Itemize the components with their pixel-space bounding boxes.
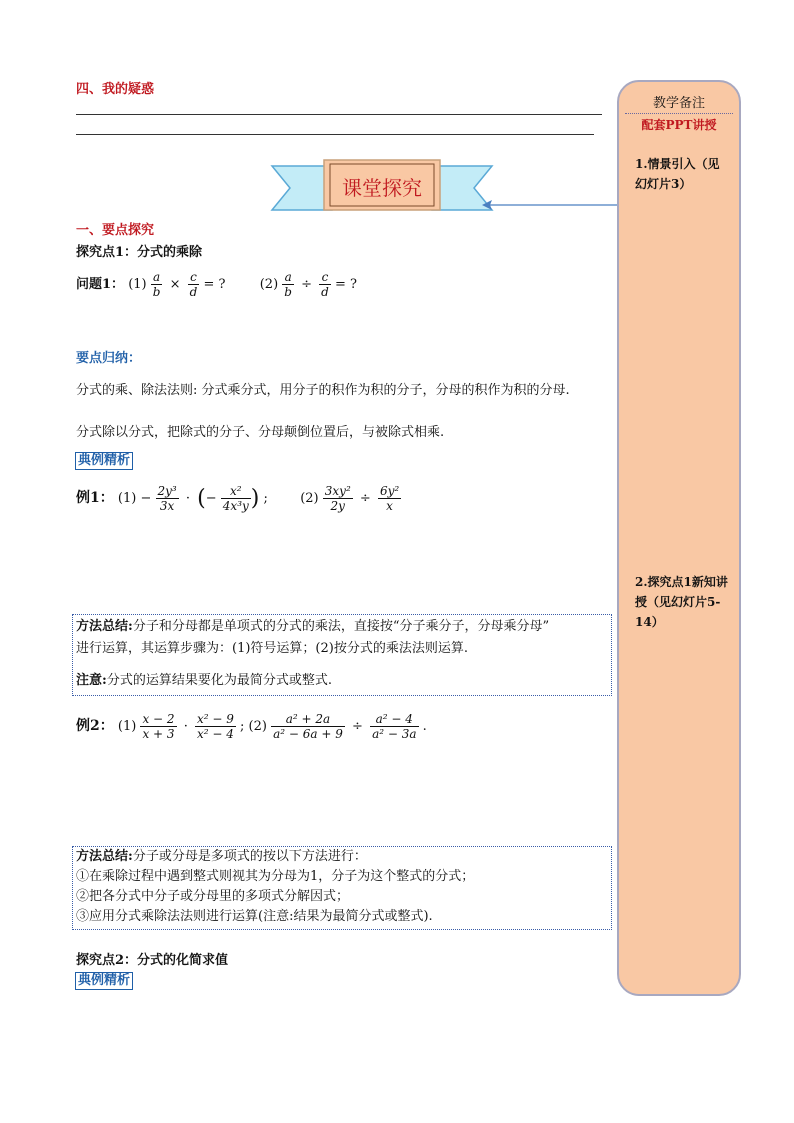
fraction-a-b-2: $\frac{a}{b}$ bbox=[284, 270, 292, 299]
sidebar-note-2: 2.探究点1新知讲授（见幻灯片5-14） bbox=[635, 575, 728, 629]
teaching-notes-sidebar bbox=[617, 80, 741, 996]
answer-line-2 bbox=[76, 134, 594, 135]
example-tag: 典例精析 bbox=[75, 452, 133, 470]
rule-divide: 分式除以分式，把除式的分子、分母颠倒位置后，与被除式相乘. bbox=[76, 425, 445, 440]
ex2-part2-label: (2) bbox=[248, 719, 267, 734]
fraction-c-d-2: $\frac{c}{d}$ bbox=[321, 270, 329, 299]
example2: 例2： (1) $\frac{x - 2}{x + 3}$ · $\frac{\text{x² − 9}}{\text{x² − 4}}$ ; (2) $\frac{\text{a² + 2a}}{\text{a² − 6a + 9}}$ ÷ $\frac{\text{a² − 4}}{\text{a² − 3a}}$ . bbox=[76, 712, 427, 741]
equals-question-1: = ? bbox=[203, 277, 226, 292]
sidebar-note-1: 1.情景引入（见幻灯片3） bbox=[635, 157, 720, 191]
example1-label: 例1： bbox=[76, 490, 114, 506]
fraction-c-d: $\frac{c}{d}$ bbox=[189, 270, 198, 299]
fraction-a2-4: $\frac{\text{a² − 4}}{\text{a² − 3a}}$ bbox=[372, 712, 417, 741]
method2-line1 bbox=[76, 848, 367, 866]
fraction-2y3-3x: $\frac{\text{2y³}}{3x}$ bbox=[157, 484, 177, 513]
fraction-3xy2-2y: $\frac{\text{3xy²}}{2y}$ bbox=[324, 484, 351, 513]
point2-title: 探究点2：分式的化简求值 bbox=[76, 953, 229, 968]
point1-title: 探究点1：分式的乘除 bbox=[76, 245, 203, 260]
question1-label: 问题1： bbox=[76, 277, 125, 292]
sidebar-header: 教学备注 bbox=[652, 96, 705, 111]
method1-title: 方法总结: bbox=[76, 619, 133, 634]
fraction-6y2-x: $\frac{\text{6y²}}{x}$ bbox=[379, 484, 400, 513]
method1-text1: 分子和分母都是单项式的分式的乘法，直接按“分子乘分子，分母乘分母” bbox=[132, 619, 550, 634]
method1-text2: 进行运算，其运算步骤为：(1)符号运算；(2)按分式的乘法法则运算. bbox=[76, 641, 468, 656]
heading-key-points: 一、要点探究 bbox=[76, 223, 155, 238]
attention-title: 注意: bbox=[76, 673, 107, 688]
banner-label: 课堂探究 bbox=[342, 176, 422, 200]
rule-multiply: 分式的乘、除法法则: 分式乘分式，用分子的积作为积的分子，分母的积作为积的分母. bbox=[76, 383, 570, 398]
fraction-x-2-x+3: $\frac{x - 2}{x + 3}$ bbox=[142, 712, 175, 741]
example2-label: 例2： bbox=[76, 718, 114, 734]
example-tag-2: 典例精析 bbox=[75, 972, 133, 990]
arrow-connector bbox=[478, 195, 620, 211]
method2-text1: 分子或分母是多项式的按以下方法进行： bbox=[132, 849, 367, 864]
question1: 问题1： (1) $\frac{a}{b}$ × $\frac{c}{d}$ = ? (2) $\frac{a}{b}$ ÷ $\frac{c}{d}$ = ? bbox=[76, 270, 357, 299]
ex2-part1-label: (1) bbox=[117, 719, 137, 734]
ex1-part1-label: (1) bbox=[117, 491, 137, 506]
method1-line1 bbox=[76, 618, 549, 636]
section-title: 四、我的疑惑 bbox=[76, 82, 155, 97]
attention-text: 分式的运算结果要化为最简分式或整式. bbox=[106, 673, 332, 688]
fraction-x2-9-x2-4: $\frac{\text{x² − 9}}{\text{x² − 4}}$ bbox=[196, 712, 234, 741]
key-summary-title: 要点归纳： bbox=[76, 351, 142, 366]
equals-question-2: = ? bbox=[335, 277, 357, 292]
attention-line bbox=[76, 672, 332, 690]
q1-part1-label: (1) bbox=[128, 277, 147, 292]
example1: 例1： (1) − $\frac{\text{2y³}}{3x}$ · (− $\frac{\text{x²}}{\text{4x³y}}$ ) ; (2) $\frac{\text{3xy²}}{2y}$ ÷ $\frac{\text{6y²}}{x}$ bbox=[76, 484, 400, 513]
method2-item2: ②把各分式中分子或分母里的多项式分解因式； bbox=[76, 889, 350, 904]
method2-title: 方法总结: bbox=[76, 849, 133, 864]
q1-part2-label: (2) bbox=[259, 277, 279, 292]
ex1-part2-label: (2) bbox=[300, 491, 319, 506]
fraction-x2-4x3y: $\frac{\text{x²}}{\text{4x³y}}$ bbox=[222, 484, 249, 513]
sidebar-divider bbox=[625, 113, 733, 114]
method2-item1: ①在乘除过程中遇到整式则视其为分母为1，分子为这个整式的分式； bbox=[76, 869, 475, 884]
sidebar-subheader: 配套PPT讲授 bbox=[641, 118, 717, 132]
answer-line-1 bbox=[76, 114, 602, 115]
method2-item3: ③应用分式乘除法法则进行运算(注意:结果为最简分式或整式). bbox=[76, 909, 433, 924]
fraction-a2+2a: $\frac{\text{a² + 2a}}{\text{a² − 6a + 9}}$ bbox=[273, 712, 343, 741]
fraction-a-b: $\frac{a}{b}$ bbox=[152, 270, 161, 299]
